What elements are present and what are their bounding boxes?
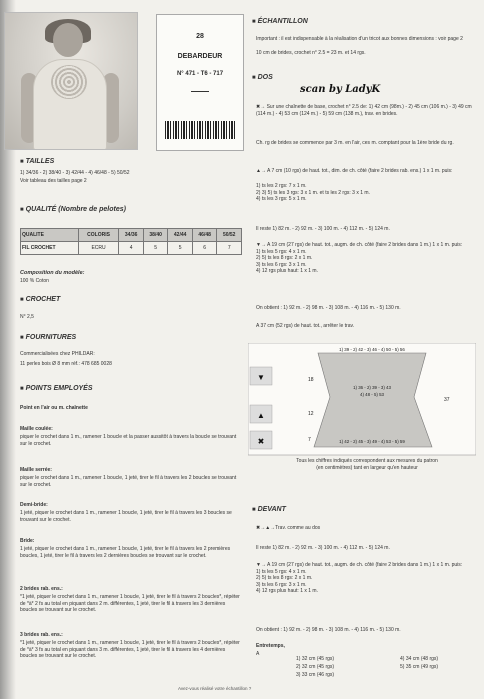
crochet-size: N° 2,5	[20, 314, 34, 320]
tailles-note: Voir tableau des tailles page 2	[20, 178, 87, 184]
model-head	[53, 23, 83, 57]
table-header-row	[21, 229, 242, 242]
point-text: 1 jeté, piquer le crochet dans 1 m., ramener 1 boucle, 1 jeté, tirer le fil à travers les 2 premières boucles, 1 jeté, tirer le fil à travers les 2 dernières boucles se trouvant sur le crochet.	[20, 546, 231, 559]
section-dos-title: ■ DOS	[252, 74, 273, 81]
section-tailles-title: ■ TAILLES	[20, 158, 54, 165]
entretemps-size: 2) 32 cm (45 rgs)	[296, 664, 335, 670]
pattern-card	[156, 14, 244, 151]
table-header-cell: 46/48	[192, 229, 217, 242]
section-devant-title: ■ DEVANT	[252, 506, 286, 513]
dos-instruction: Ch. rg de brides se commence par 3 m. en l'air, ces m. comptant pour la 1ère bride du rg.	[256, 140, 454, 146]
table-cell: 5	[168, 242, 193, 255]
point-text: *1 jeté, piquer le crochet dans 1 m., ramener 1 boucle, 1 jeté, tirer le fil à travers 2 boucles*, répéter de *à* 2 fs au total en piquant dans 2 m. différentes, 1 jeté, tirer le fil à travers les 3 dernières boucles se trouvant sur le crochet.	[20, 594, 240, 613]
dos-instruction: ✖→ Sur une chaînette de base, crochet n° 2.5 de: 1) 42 cm (98m.) - 2) 45 cm (106 m.) - 3) 49 cm (114 m.) - 4) 53 cm (124 m.) - 5) 59 cm (138 m.), trav. en brides.	[256, 104, 472, 117]
echantillon-important: Important : il est indispensable à la réalisation d'un tricot aux bonnes dimensions : voir page 2	[256, 36, 463, 42]
table-cell: FIL CROCHET	[21, 242, 79, 255]
dos-instruction: 1) ts les 2 rgs: 7 x 1 m. 2) 3) 5) ts les 3 rgs: 3 x 1 m. et ts les 2 rgs: 3 x 1 m. 4) ts les 3 rgs: 5 x 1 m.	[256, 183, 370, 202]
table-cell: ECRU	[78, 242, 119, 255]
schematic-caption: Tous les chiffres indiqués correspondent aux mesures du patron (en centimètres) tant en largeur qu'en hauteur	[296, 458, 438, 471]
table-header-cell: QUALITE	[21, 229, 79, 242]
point-title: Bride:	[20, 538, 35, 544]
yarn-table	[20, 228, 242, 255]
dos-instruction: A 37 cm (52 rgs) de haut. tot., arrêter le trav.	[256, 323, 355, 329]
entretemps-size: 4) 34 cm (48 rgs)	[400, 656, 439, 662]
table-cell: 7	[217, 242, 242, 255]
divider	[191, 91, 209, 92]
point-text: *1 jeté, piquer le crochet dans 1 m., ramener 1 boucle, 1 jeté, tirer le fil à travers 2 boucles*, répéter de *à* 3 fs au total en piquant dans 3 m. différentes, 1 jeté, tirer le fil à travers les 4 dernières boucles se trouvant sur le crochet.	[20, 640, 240, 659]
up-triangle-icon: ▲	[257, 411, 265, 420]
barcode	[165, 121, 235, 139]
width-mid-label-1: 1) 36 - 2) 39 - 3) 43	[353, 385, 391, 390]
devant-instruction: Il reste 1) 82 m. - 2) 92 m. - 3) 100 m. - 4) 112 m. - 5) 124 m.	[256, 545, 390, 551]
entretemps-size: 3) 33 cm (46 rgs)	[296, 672, 335, 678]
composition-title: Composition du modèle:	[20, 270, 85, 276]
table-header-cell: COLORIS	[78, 229, 119, 242]
width-top-label: 1) 39 - 2) 42 - 3) 46 - 4) 50 - 5) 56	[339, 347, 405, 352]
height-12-label: 12	[308, 411, 314, 417]
point-title: Demi-bride:	[20, 502, 48, 508]
table-header-cell: 38/40	[143, 229, 168, 242]
dos-instruction: ▲→ A 7 cm (10 rgs) de haut. tot., dim. de ch. côté (faire 2 brides rab. ens.) 1 x 1 m. puis:	[256, 168, 453, 174]
point-text: 1 jeté, piquer le crochet dans 1 m., ramener 1 boucle, 1 jeté, tirer le fil à travers les 3 boucles se trouvant sur le crochet.	[20, 510, 232, 523]
point-title: 3 brides rab. ens.:	[20, 632, 63, 638]
height-37-label: 37	[444, 397, 450, 403]
fournitures-beads: 11 perles bois Ø 8 mm réf.: 478 685 0028	[20, 361, 112, 367]
back-piece-shape	[314, 353, 432, 447]
handwritten-credit: scan by LadyK	[300, 84, 381, 95]
devant-instruction: ▼→ A 19 cm (27 rgs) de haut. tot., augm. de ch. côté (faire 2 brides dans 1 m.) 1 x 1 m. puis: 1) ts les 5 rgs: 4 x 1 m. 2) 5) ts les 8 rgs: 2 x 1 m. 3) ts les 6 rgs: 3 x 1 m. 4) 12 rgs plus haut: 1 x 1 m.	[256, 562, 463, 594]
pattern-name: DEBARDEUR	[177, 53, 223, 60]
point-text: piquer le crochet dans 1 m., ramener 1 boucle, 1 jeté, tirer le fil à travers les 2 boucles se trouvant sur le crochet.	[20, 475, 237, 488]
entretemps-size: 5) 35 cm (49 rgs)	[400, 664, 439, 670]
devant-instruction: ✖→▲→Trav. comme au dos	[256, 525, 321, 531]
table-header-cell: 42/44	[168, 229, 193, 242]
point-title: Maille serrée:	[20, 467, 52, 473]
cross-icon: ✖	[257, 437, 265, 446]
table-cell: 4	[119, 242, 144, 255]
point-text: piquer le crochet dans 1 m., ramener 1 boucle et la passer aussitôt à travers la boucle se trouvant sur le crochet.	[20, 434, 237, 447]
point-title: Maille coulée:	[20, 426, 53, 432]
page-footer: Avez-vous réalisé votre échantillon ?	[178, 686, 252, 691]
composition-value: 100 % Coton	[20, 278, 49, 284]
tailles-sizes: 1) 34/36 - 2) 38/40 - 3) 42/44 - 4) 46/48 - 5) 50/52	[20, 170, 130, 176]
table-header-cell: 50/52	[217, 229, 242, 242]
fournitures-shop: Commercialisées chez PHILDAR:	[20, 351, 95, 357]
devant-instruction: On obtient : 1) 92 m. - 2) 98 m. - 3) 108 m. - 4) 116 m. - 5) 130 m.	[256, 627, 401, 633]
height-7-label: 7	[308, 437, 311, 443]
echantillon-gauge: 10 cm de brides, crochet n° 2.5 = 23 m. et 14 rgs.	[256, 50, 366, 56]
section-qualite-title: ■ QUALITÉ (Nombre de pelotes)	[20, 206, 126, 213]
dos-instruction: ▼→ A 19 cm (27 rgs) de haut. tot., augm. de ch. côté (faire 2 brides dans 1 m.) 1 x 1 m. puis: 1) ts les 5 rgs: 4 x 1 m. 2) 5) ts les 8 rgs: 2 x 1 m. 3) ts les 6 rgs: 3 x 1 m. 4) 12 rgs plus haut: 1 x 1 m.	[256, 242, 463, 274]
down-triangle-icon: ▼	[257, 373, 265, 382]
section-fournitures-title: ■ FOURNITURES	[20, 334, 76, 341]
pattern-number: 28	[196, 33, 204, 40]
pattern-reference: N° 471 - T6 - 717	[176, 71, 224, 77]
height-18-label: 18	[308, 377, 314, 383]
entretemps-title: Entretemps,	[256, 643, 285, 649]
section-echantillon-title: ■ ÉCHANTILLON	[252, 18, 308, 25]
section-points-title: ■ POINTS EMPLOYÉS	[20, 385, 93, 392]
dos-instruction: Il reste 1) 82 m. - 2) 92 m. - 3) 100 m. - 4) 112 m. - 5) 124 m.	[256, 226, 390, 232]
lace-motif	[51, 65, 87, 99]
model-photo	[4, 12, 138, 150]
width-mid-label-2: 4) 48 - 5) 53	[360, 392, 384, 397]
entretemps-size: 1) 32 cm (45 rgs)	[296, 656, 335, 662]
point-title: 2 brides rab. ens.:	[20, 586, 63, 592]
table-row	[21, 242, 242, 255]
width-bottom-label: 1) 42 - 2) 45 - 3) 49 - 4) 53 - 5) 59	[339, 439, 405, 444]
table-cell: 5	[143, 242, 168, 255]
entretemps-a: A	[256, 651, 260, 657]
table-header-cell: 34/36	[119, 229, 144, 242]
dos-instruction: On obtient : 1) 92 m. - 2) 98 m. - 3) 108 m. - 4) 116 m. - 5) 130 m.	[256, 305, 401, 311]
point-chainette: Point en l'air ou m. chaînette	[20, 405, 88, 411]
section-crochet-title: ■ CROCHET	[20, 296, 60, 303]
table-cell: 6	[192, 242, 217, 255]
